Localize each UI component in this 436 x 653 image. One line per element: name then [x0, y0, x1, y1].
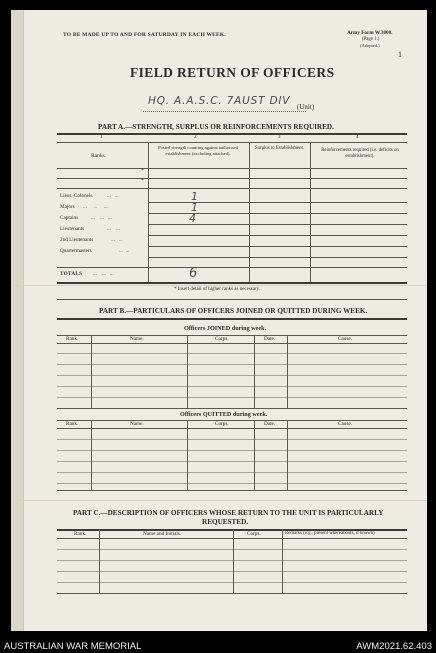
- form-page-label: (Page 1.): [362, 37, 380, 42]
- page-binding-edge: [11, 10, 24, 631]
- part-a-footnote: * Insert detail of higher ranks as necessary.: [174, 287, 261, 292]
- quitted-rule: [57, 472, 407, 473]
- part-b-title: PART B.—PARTICULARS OF OFFICERS JOINED OR QUITTED DURING WEEK.: [99, 307, 368, 315]
- joined-rule: [57, 353, 407, 354]
- part-c-rule: [57, 549, 407, 550]
- part-c-col-name: Name and Initials.: [143, 531, 182, 537]
- part-b-top-rule: [57, 299, 407, 300]
- joined-col-corps: Corps.: [215, 336, 229, 342]
- quitted-rule: [57, 461, 407, 462]
- rank-label: Lieut.-Colonels: [60, 193, 93, 199]
- col-head-reinforcements: Reinforcements required (i.e. deficits on establishment).: [321, 148, 399, 159]
- row-rule: [149, 257, 407, 258]
- leader-dots: ... ...: [119, 248, 130, 254]
- joined-col-date: Date.: [264, 336, 276, 342]
- rank-label: 2nd Lieutenants: [60, 237, 94, 243]
- leader-dots: ... ... ...: [93, 271, 114, 277]
- totals-label: TOTALS: [60, 271, 83, 277]
- form-instruction: TO BE MADE UP TO AND FOR SATURDAY IN EACH WEEK.: [63, 32, 226, 38]
- row-rule: [149, 224, 407, 225]
- col-number-2: 2: [194, 135, 197, 140]
- col-head-posted: Posted strength counting against authorised establishment (excluding attached).: [158, 145, 238, 156]
- quitted-col-divider: [91, 420, 92, 490]
- part-c-col-corps: Corps.: [247, 531, 261, 537]
- form-status: (Adopted.): [360, 43, 380, 48]
- joined-col-divider: [254, 335, 255, 408]
- col-number-4: 4: [356, 135, 359, 140]
- unit-name-handwritten: HQ. A.A.S.C. 7AUST DIV: [148, 95, 291, 107]
- quitted-col-divider: [187, 420, 188, 490]
- quitted-rule: [57, 428, 407, 429]
- joined-rule: [57, 364, 407, 365]
- joined-rule: [57, 386, 407, 387]
- quitted-head-rule: [57, 420, 407, 421]
- col-number-1: 1: [100, 135, 103, 140]
- fold-line: [11, 500, 427, 501]
- rank-label: Lieutenants: [60, 226, 85, 232]
- quitted-col-divider: [287, 420, 288, 490]
- joined-rule: [57, 397, 407, 398]
- joined-bottom-rule: [57, 408, 407, 409]
- joined-col-divider: [187, 335, 188, 408]
- joined-col-divider: [91, 335, 92, 408]
- form-number: Army Form W.3008.: [347, 30, 393, 36]
- part-a-col-divider: [148, 142, 149, 282]
- part-a-col-divider: [249, 142, 250, 282]
- joined-head-rule: [57, 335, 407, 336]
- part-c-bottom-rule: [57, 593, 407, 594]
- part-c-rule: [57, 560, 407, 561]
- part-a-header-rule: [57, 168, 407, 169]
- quitted-col-corps: Corps.: [215, 421, 229, 427]
- quitted-col-rank: Rank.: [66, 421, 79, 427]
- part-c-rule: [57, 582, 407, 583]
- col-head-surplus: Surplus to Establishment.: [254, 146, 305, 151]
- col-head-ranks: Ranks.: [91, 153, 107, 159]
- posted-strength-value: 1: [191, 201, 198, 214]
- col-number-3: 3: [278, 135, 281, 140]
- fold-line: [11, 285, 427, 286]
- part-c-col-divider: [99, 529, 100, 593]
- rank-label: Majors: [60, 204, 75, 210]
- part-a-top-rule: [57, 133, 407, 135]
- part-c-col-divider: [282, 529, 283, 593]
- part-c-rule: [57, 538, 407, 539]
- footer-credit: AUSTRALIAN WAR MEMORIAL: [4, 641, 142, 652]
- rank-label: Captains: [60, 215, 79, 221]
- leader-dots: ... ...: [107, 226, 120, 232]
- insert-mark: *: [141, 168, 144, 174]
- part-a-title: PART A.—STRENGTH, SURPLUS OR REINFORCEMENTS REQUIRED.: [98, 123, 334, 131]
- form-title: FIELD RETURN OF OFFICERS: [130, 65, 335, 80]
- row-rule: [149, 235, 407, 236]
- part-c-col-divider: [233, 529, 234, 593]
- leader-dots: ... ...: [107, 193, 119, 199]
- joined-col-rank: Rank.: [66, 336, 79, 342]
- joined-title: Officers JOINED during week.: [184, 325, 267, 332]
- joined-col-name: Name.: [130, 336, 144, 342]
- footer-accession: AWM2021.62.403: [356, 641, 432, 652]
- part-c-rule: [57, 571, 407, 572]
- joined-col-cause: Cause.: [338, 336, 352, 342]
- posted-strength-total: 6: [189, 266, 198, 281]
- quitted-col-divider: [254, 420, 255, 490]
- part-c-title-line1: PART C.—DESCRIPTION OF OFFICERS WHOSE RETURN TO THE UNIT IS PARTICULARLY: [73, 509, 384, 517]
- leader-dots: ... ... ...: [83, 204, 108, 210]
- quitted-bottom-rule: [57, 490, 407, 491]
- joined-rule: [57, 375, 407, 376]
- quitted-col-name: Name.: [130, 421, 144, 427]
- part-a-rule: [57, 142, 407, 143]
- leader-dots: ... ...: [111, 237, 123, 243]
- quitted-rule: [57, 483, 407, 484]
- quitted-col-cause: Cause.: [338, 421, 352, 427]
- quitted-rule: [57, 450, 407, 451]
- part-a-col-divider: [310, 142, 311, 282]
- posted-strength-value: 1: [191, 190, 198, 203]
- part-c-col-rank: Rank.: [74, 531, 87, 537]
- insert-mark: *: [141, 178, 144, 184]
- posted-strength-value: 4: [189, 212, 196, 225]
- quitted-col-date: Date.: [264, 421, 276, 427]
- part-c-col-remarks: Remarks (e.g., present whereabouts, if known): [285, 531, 375, 536]
- part-b-title-rule: [57, 318, 407, 320]
- part-a-bottom-rule: [57, 282, 407, 284]
- form-page: [11, 10, 427, 631]
- rank-label: Quartermasters: [60, 248, 92, 254]
- row-rule: [149, 246, 407, 247]
- unit-label: (Unit): [297, 103, 315, 111]
- leader-dots: ... ... ...: [91, 215, 112, 221]
- row-rule: [57, 267, 407, 268]
- joined-rule: [57, 343, 407, 344]
- row-rule: [57, 178, 407, 179]
- joined-col-divider: [287, 335, 288, 408]
- part-c-title-line2: REQUESTED.: [202, 518, 249, 526]
- row-rule: [149, 202, 407, 203]
- quitted-title: Officers QUITTED during week.: [180, 411, 268, 418]
- row-rule: [57, 188, 407, 189]
- page-number: 1: [398, 50, 402, 59]
- quitted-rule: [57, 439, 407, 440]
- unit-dotted-line: [143, 111, 306, 112]
- row-rule: [149, 213, 407, 214]
